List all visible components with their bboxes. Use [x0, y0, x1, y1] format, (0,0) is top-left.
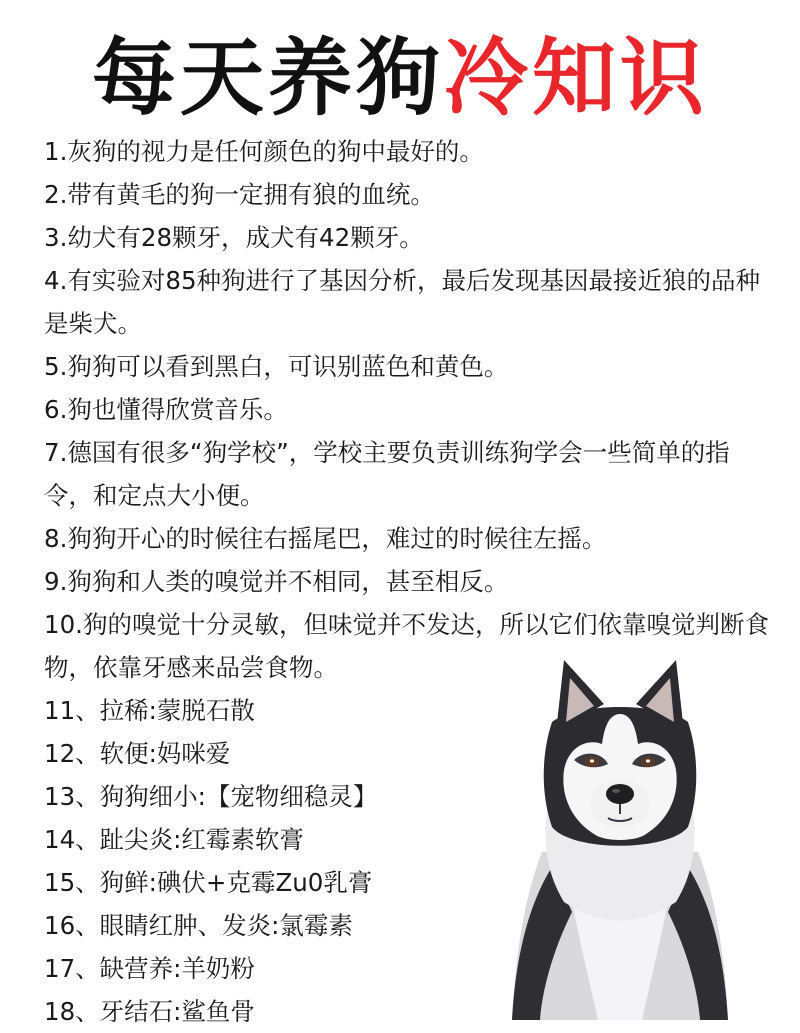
remedy-item: 18、牙结石:鲨鱼骨 [44, 997, 255, 1026]
husky-dog-image [512, 652, 728, 1020]
remedy-item: 12、软便:妈咪爱 [44, 739, 231, 768]
fact-item: 1.灰狗的视力是任何颜色的狗中最好的。 [44, 137, 484, 166]
fact-item: 8.狗狗开心的时候往右摇尾巴，难过的时候往左摇。 [44, 524, 607, 553]
fact-item: 9.狗狗和人类的嗅觉并不相同，甚至相反。 [44, 567, 509, 596]
page-title [0, 28, 800, 128]
remedy-item: 17、缺营养:羊奶粉 [44, 954, 255, 983]
remedy-item: 16、眼睛红肿、发炎:氯霉素 [44, 911, 353, 940]
remedy-item: 14、趾尖炎:红霉素软膏 [44, 825, 304, 854]
fact-item: 10.狗的嗅觉十分灵敏，但味觉并不发达，所以它们依靠嗅觉判断食物，依靠牙感来品尝食物。 [44, 610, 769, 682]
remedy-item: 15、狗鲜:碘伏+克霉Zu0乳膏 [44, 868, 373, 897]
fact-item: 2.带有黄毛的狗一定拥有狼的血统。 [44, 180, 435, 209]
fact-item: 7.德国有很多“狗学校”，学校主要负责训练狗学会一些简单的指令，和定点大小便。 [44, 438, 730, 510]
fact-item: 3.幼犬有28颗牙，成犬有42颗牙。 [44, 223, 424, 252]
fact-item: 5.狗狗可以看到黑白，可识别蓝色和黄色。 [44, 352, 509, 381]
fact-item: 4.有实验对85种狗进行了基因分析，最后发现基因最接近狼的品种是柴犬。 [44, 266, 761, 338]
remedy-item: 13、狗狗细小:【宠物细稳灵】 [44, 782, 378, 811]
fact-item: 6.狗也懂得欣赏音乐。 [44, 395, 288, 424]
title-black-part: 每天养狗 [91, 29, 444, 127]
title-red-part: 冷知识 [444, 29, 709, 127]
remedies-list [44, 689, 377, 1033]
remedy-item: 11、拉稀:蒙脱石散 [44, 696, 255, 725]
facts-list [44, 130, 774, 689]
